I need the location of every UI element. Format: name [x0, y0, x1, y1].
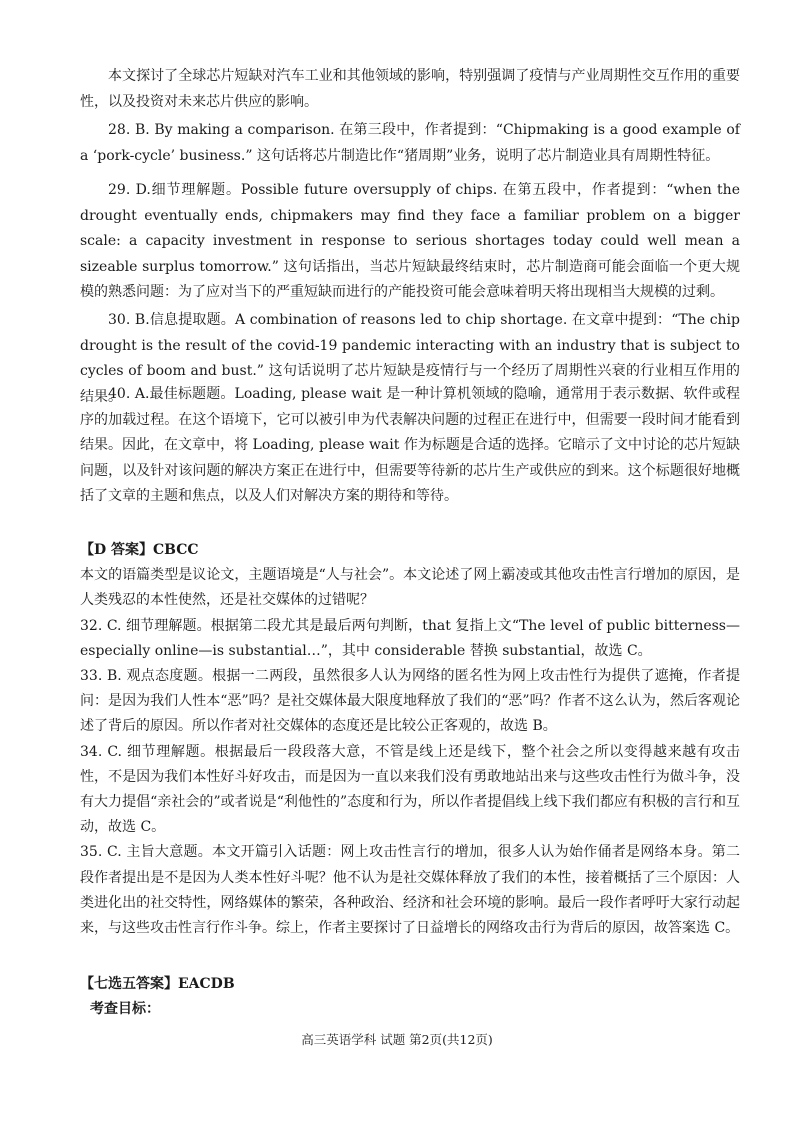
answer-34: 34. C. 细节理解题。根据最后一段段落大意，不管是线上还是线下，整个社会之所以变得越来越有攻击性，不是因为我们本性好斗好攻击，而是因为一直以来我们没有勇敢地站出来与这些攻击性行为做斗争，没有大力提倡“亲社会的”或者说是“利他性的”态度和行为，所以作者提倡线上线下我们都应有积极的言行和互动，故选 C。: [80, 743, 740, 836]
answer-28: 28. B. By making a comparison. 在第三段中，作者提到：“Chipmaking is a good example of a ‘pork-cycle’ business.” 这句话将芯片制造比作“猪周期”业务，说明了芯片制造业具有周期性特征。: [80, 122, 740, 164]
section-d-header: 【D 答案】CBCC: [80, 542, 199, 558]
answer-33: 33. B. 观点态度题。根据一二两段，虽然很多人认为网络的匿名性为网上攻击性行为提供了遮掩，作者提问：是因为我们人性本“恶”吗？是社交媒体最大限度地释放了我们的“恶”吗？作者不这么认为，然后客观论述了背后的原因。所以作者对社交媒体的态度还是比较公正客观的，故选 B。: [80, 668, 740, 735]
answer-29: 29. D.细节理解题。Possible future oversupply of chips. 在第五段中，作者提到：“when the drought eventually ends, chipmakers may find they face a familiar problem on a bigger scale: a capacity investment in response to serious shortages today could well mean a sizeable surplus tomorrow.” 这句话指出，当芯片短缺最终结束时，芯片制造商可能会面临一个更大规模的熟悉问题：为了应对当下的严重短缺而进行的产能投资可能会意味着明天将出现相当大规模的过剩。: [80, 182, 740, 300]
seven-choose-five-header: 【七选五答案】EACDB: [80, 976, 235, 992]
answer-40: 40. A.最佳标题题。Loading, please wait 是一种计算机领域的隐喻，通常用于表示数据、软件或程序的加载过程。在这个语境下，它可以被引申为代表解决问题的过程正在进行中，但需要一段时间才能看到结果。因此，在文章中，将 Loading, please wait 作为标题是合适的选择。它暗示了文中讨论的芯片短缺问题，以及针对该问题的解决方案正在进行中，但需要等待新的芯片生产或供应的到来。这个标题很好地概括了文章的主题和焦点，以及人们对解决方案的期待和等待。: [80, 386, 740, 504]
page-footer: 高三英语学科 试题 第2页(共12页): [301, 1032, 493, 1047]
section-seven-choose-five: [80, 972, 740, 1022]
assessment-goal-label: 考查目标：: [90, 1001, 160, 1017]
answer-35: 35. C. 主旨大意题。本文开篇引入话题：网上攻击性言行的增加，很多人认为始作俑者是网络本身。第二段作者提出是不是因为人类本性好斗呢？他不认为是社交媒体释放了我们的本性，接着概括了三个原因：人类进化出的社交特性，网络媒体的繁荣，各种政治、经济和社会环境的影响。最后一段作者呼吁大家行动起来，与这些攻击性言行作斗争。综上，作者主要探讨了日益增长的网络攻击行为背后的原因，故答案选 C。: [80, 844, 740, 937]
passage-c-summary: 本文探讨了全球芯片短缺对汽车工业和其他领域的影响，特别强调了疫情与产业周期性交互作用的重要性，以及投资对未来芯片供应的影响。: [80, 68, 740, 110]
answer-32: 32. C. 细节理解题。根据第二段尤其是最后两句判断，that 复指上文“The level of public bitterness—especially online—is substantial…”，其中 considerable 替换 substantial，故选 C。: [80, 617, 740, 659]
answer-30: 30. B.信息提取题。A combination of reasons led to chip shortage. 在文章中提到：“The chip drought is the result of the covid-19 pandemic interacting with an industry that is subject to cycles of boom and bust.” 这句话说明了芯片短缺是疫情行与一个经历了周期性兴衰的行业相互作用的结果。: [80, 312, 740, 405]
section-d-answers: [80, 538, 740, 941]
section-d-intro: 本文的语篇类型是议论文，主题语境是“人与社会”。本文论述了网上霸凌或其他攻击性言行增加的原因，是人类残忍的本性使然，还是社交媒体的过错呢？: [80, 567, 740, 609]
